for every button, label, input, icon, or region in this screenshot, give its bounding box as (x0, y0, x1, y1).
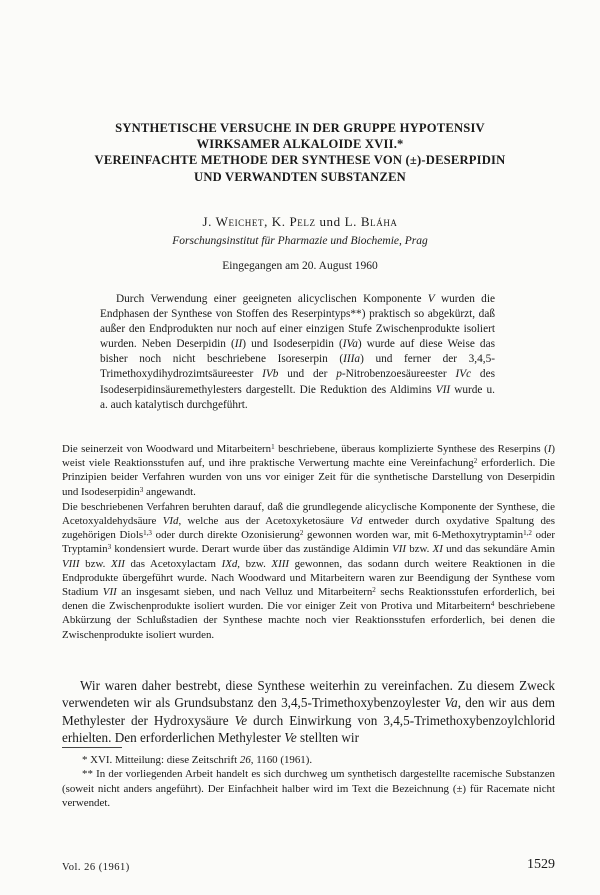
abstract-text: ) und ferner der 3,4,5-Trimethoxydihydrozimtsäureester (100, 353, 495, 381)
title-line-4: UND VERWANDTEN SUBSTANZEN (194, 169, 406, 184)
abstract-text: und der (278, 368, 337, 381)
institution: Forschungsinstitut für Pharmazie und Biochemie, Prag (172, 235, 428, 247)
compound-ref: VII (102, 586, 117, 599)
citation-ref: 2 (473, 457, 478, 466)
citation-ref: 4 (490, 600, 495, 609)
footnote-text: * XVI. Mitteilung: diese Zeitschrift (82, 754, 240, 766)
abstract-text: -Nitrobenzoesäureester (341, 368, 456, 381)
footnote-text: 1160 (1961). (253, 754, 313, 766)
compound-ref: II (234, 338, 243, 351)
author-1-initial: J. (202, 214, 216, 229)
compound-ref: Ve (234, 712, 248, 728)
body-text: entweder durch oxydative Spaltung des zugehörigen Diols (62, 515, 555, 542)
body-text: Wir waren daher bestrebt, diese Synthese weiterhin zu vereinfachen. Zu diesem Zweck verwendeten wir als Grundsubstanz den 3,4,5-Trimethoxybenzoylester (62, 678, 555, 711)
journal-volume: Vol. 26 (1961) (62, 862, 130, 873)
body-text: gewonnen, das sodann durch weitere Reaktionen in die Endprodukte übergeführt wurde. Nach Woodward und Mitarbeitern waren zur Beendigung der Synthese vom Stadium (62, 557, 555, 599)
author-line (60, 214, 540, 230)
citation-ref: 1,2 (523, 529, 532, 538)
compound-ref: V (427, 293, 435, 305)
citation-ref: 1,3 (143, 529, 152, 538)
compound-ref: VId (162, 515, 179, 528)
paragraph-1 (62, 442, 555, 499)
compound-ref: XII (110, 557, 125, 570)
compound-ref: Ve (284, 730, 297, 746)
compound-ref: IVc (455, 368, 472, 381)
body-text: , bzw. (237, 557, 272, 570)
footnotes (62, 753, 555, 810)
body-text: oder Tryptamin (62, 529, 556, 556)
body-text: , den wir aus dem Methylester der Hydroxysäure (62, 695, 555, 728)
abstract (100, 292, 495, 413)
compound-ref: VII (392, 543, 406, 556)
citation-ref: 1 (271, 442, 275, 451)
footnote-2: ** In der vorliegenden Arbeit handelt es sich durchweg um synthetisch dargestellte racemische Substanzen (soweit nicht anders angeführt). Der Einfachheit halber wird im Text die Bezeichnung (±) für Racemate nicht verwendet. (62, 768, 555, 809)
author-3-rest: láha (370, 214, 398, 229)
compound-ref: IIIa (343, 353, 361, 366)
body-text: bzw. (405, 543, 433, 556)
body-text: Die seinerzeit von Woodward und Mitarbeitern (62, 443, 272, 455)
body-text: gewonnen worden war, mit 6-Methoxytryptamin (303, 529, 524, 542)
footnote-1 (62, 753, 555, 767)
abstract-text: ) wurde auf diese Weise das bisher noch nicht beschriebene Isoreserpin ( (100, 338, 495, 366)
author-1-first-letter: W (215, 214, 229, 229)
title-line-2: WIRKSAMER ALKALOIDE XVII.* (196, 137, 404, 152)
body-text: das Acetoxylactam (124, 557, 222, 570)
body-text: beschriebene Abkürzung der Schlußstadien der Synthese machte noch vier Reaktionsstufen erforderlich, bei denen die Zwischenprodukte isoliert wurden. (62, 600, 555, 641)
body-text: oder durch direkte Ozonisierung (151, 529, 300, 542)
compound-ref: XIII (271, 557, 289, 570)
abstract-text: des Isodeserpidinsäuremethylesters dargestellt. Die Reduktion des Aldimins (100, 368, 495, 396)
title-line-1: SYNTHETISCHE VERSUCHE IN DER GRUPPE HYPOTENSIV (115, 121, 485, 135)
abstract-text: Durch Verwendung einer geeigneten alicyclischen Komponente (116, 293, 428, 305)
compound-ref: Vd (350, 515, 363, 528)
body-text: bzw. (79, 557, 111, 570)
compound-ref: I (547, 443, 552, 455)
compound-ref: VIII (62, 557, 80, 570)
author-2-first-letter: P (289, 214, 298, 229)
compound-ref: p (336, 368, 342, 381)
received-date: Eingegangen am 20. August 1960 (222, 260, 378, 272)
paragraph-2 (62, 500, 555, 642)
body-small (62, 442, 555, 643)
abstract-text: ) und Isodeserpidin ( (242, 338, 343, 351)
author-1-rest: eichet (228, 214, 265, 229)
body-text: erforderlich. Die Prinzipien beider Verfahren wurden von uns vor einiger Zeit für die synthetische Darstellung von Deserpidin und Isodeserpidin (62, 457, 555, 498)
body-text: kondensiert wurde. Derart wurde über das zuständige Aldimin (111, 543, 393, 556)
compound-ref: VII (435, 383, 451, 396)
body-text: durch Einwirkung von 3,4,5-Trimethoxybenzoylchlorid erhielten. Den erforderlichen Methylester (62, 712, 555, 746)
abstract-paragraph (100, 292, 495, 413)
compound-ref: Va (444, 695, 458, 711)
body-text: und das sekundäre Amin (442, 543, 555, 556)
title-line-3: VEREINFACHTE METHODE DER SYNTHESE VON (±)-DESERPIDIN (94, 153, 506, 168)
citation-ref: 2 (372, 585, 376, 594)
body-text: , welche aus der Acetoxyketosäure (178, 515, 351, 528)
abstract-text: wurde u. a. auch katalytisch durchgeführt. (100, 383, 495, 411)
body-text: ) weist viele Reaktionsstufen auf, und ihre praktische Verwertung machte eine Vereinfachung (62, 443, 555, 470)
compound-ref: IXd (221, 557, 238, 570)
body-text: an insgesamt sieben, und nach Velluz und Mitarbeitern (116, 586, 373, 599)
article-title (60, 120, 540, 185)
body-large (62, 677, 555, 747)
paragraph-3 (62, 677, 555, 747)
compound-ref: IVa (342, 338, 358, 351)
body-text: Die beschriebenen Verfahren beruhten darauf, daß die grundlegende alicyclische Komponente der Synthese, die Acetoxyaldehydsäure (62, 500, 555, 528)
citation-ref: 3 (107, 543, 112, 552)
compound-ref: XI (432, 543, 443, 556)
page-number: 1529 (527, 857, 555, 872)
footnote-rule (62, 747, 122, 748)
footnote-volume: 26, (239, 754, 254, 766)
body-text: beschriebene, überaus komplizierte Synthese des Reserpins ( (274, 443, 548, 455)
citation-ref: 2 (299, 529, 304, 538)
body-text: sechs Reaktionsstufen erforderlich, bei denen die Zwischenprodukte isoliert wurden. Die vor einiger Zeit von Protiva und Mitarbeitern (62, 586, 555, 613)
compound-ref: IVb (262, 368, 279, 381)
body-text: angewandt. (143, 485, 196, 498)
body-text: stellten wir (296, 730, 359, 746)
citation-ref: 3 (139, 485, 144, 494)
author-separator-2: und L. (315, 214, 361, 229)
author-separator-1: , K. (264, 214, 290, 229)
author-2-rest: elz (297, 214, 316, 229)
author-3-first-letter: B (360, 214, 371, 229)
abstract-text: wurden die Endphasen der Synthese von Stoffen des Reserpintyps**) praktisch so abgekürzt, daß außer den Endprodukten nur noch auf einer einzigen Stufe Zwischenprodukte isoliert wurden. Neben Deserpidin ( (100, 293, 495, 351)
